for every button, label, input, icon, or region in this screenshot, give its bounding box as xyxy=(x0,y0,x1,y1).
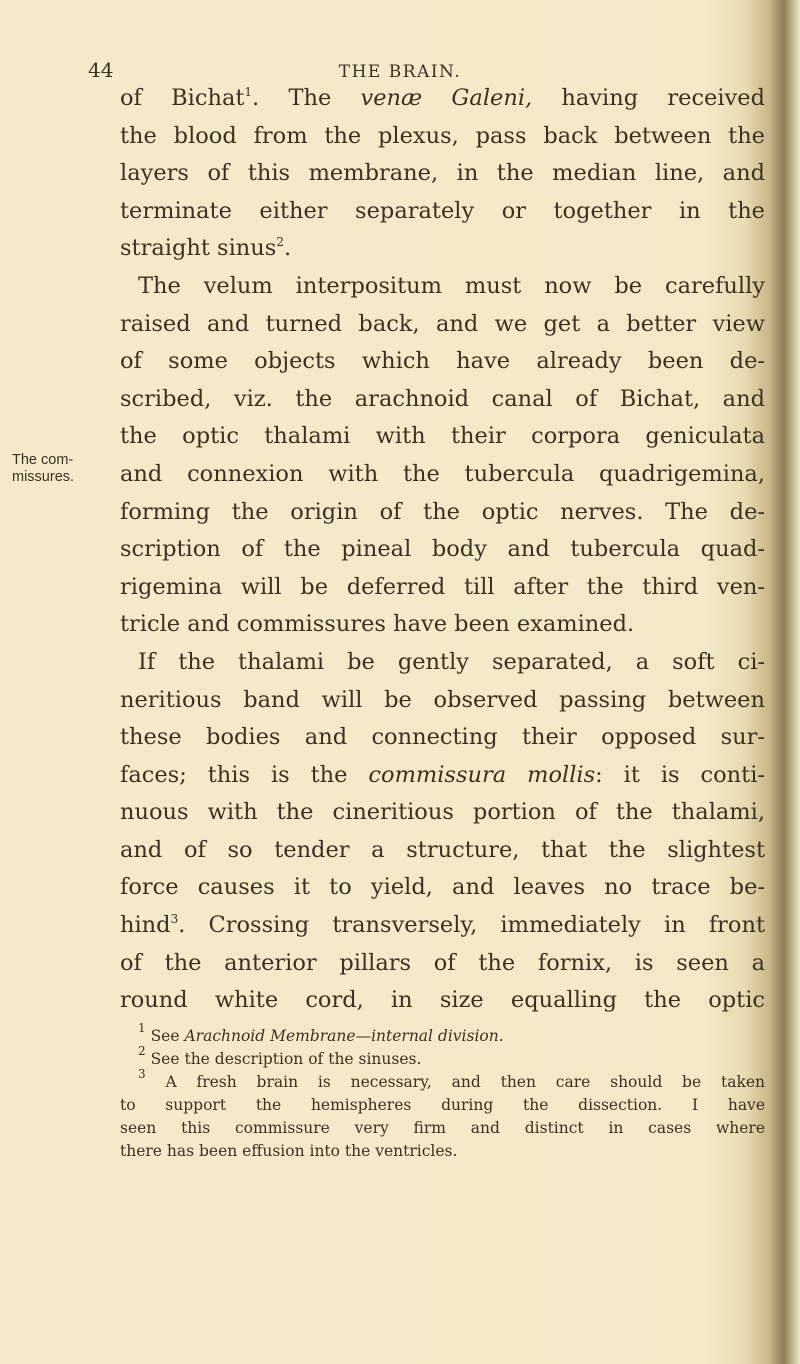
text-span: faces; this is the xyxy=(120,761,369,788)
text-span: The velum interpositum must now be carefully xyxy=(138,272,765,299)
text-span: neritious band will be observed passing between xyxy=(120,686,765,713)
text-line xyxy=(120,155,765,193)
text-line xyxy=(120,531,765,569)
text-span: of Bichat xyxy=(120,85,245,111)
footnote-marker: 2 xyxy=(276,235,284,250)
page-number: 44 xyxy=(88,58,114,82)
text-line xyxy=(120,945,765,983)
text-line xyxy=(120,644,765,682)
text-span: If the thalami be gently separated, a soft ci- xyxy=(138,648,765,675)
footnote-line xyxy=(120,1021,765,1048)
text-line xyxy=(120,907,765,945)
running-title: THE BRAIN. xyxy=(338,62,462,82)
text-line xyxy=(120,494,765,532)
text-line xyxy=(120,306,765,344)
text-line xyxy=(120,757,765,795)
text-span: : it is conti- xyxy=(595,761,766,788)
text-span: round white cord, in size equalling the optic xyxy=(120,987,765,1014)
text-span: force causes it to yield, and leaves no trace be- xyxy=(120,874,765,901)
text-line xyxy=(120,80,765,118)
text-line xyxy=(120,832,765,870)
text-span: . Crossing transversely, immediately in front xyxy=(178,912,765,939)
text-span: forming the origin of the optic nerves. The de- xyxy=(120,498,765,525)
text-span: the blood from the plexus, pass back between the xyxy=(120,122,765,149)
text-line xyxy=(120,719,765,757)
text-span: terminate either separately or together in the xyxy=(120,197,765,224)
text-span: to support the hemispheres during the dissection. I have xyxy=(120,1096,765,1114)
text-line xyxy=(120,381,765,419)
text-span: layers of this membrane, in the median line, and xyxy=(120,160,765,187)
text-span: tricle and commissures have been examined. xyxy=(120,611,635,638)
text-span: of the anterior pillars of the fornix, is seen a xyxy=(120,949,765,976)
text-span: scription of the pineal body and tubercula quad- xyxy=(120,536,765,563)
text-span: scribed, viz. the arachnoid canal of Bichat, and xyxy=(120,385,765,412)
text-line xyxy=(120,193,765,231)
body-text xyxy=(120,80,765,1020)
italic-text: commissura mollis xyxy=(368,761,596,788)
text-span: seen this commissure very firm and distinct in cases where xyxy=(120,1119,765,1137)
footnote-marker: 3 xyxy=(170,912,179,927)
footnote-line xyxy=(120,1117,765,1140)
italic-text: venæ Galeni, xyxy=(360,85,533,111)
text-span: these bodies and connecting their opposed sur- xyxy=(120,724,765,751)
footnote-marker: 3 xyxy=(138,1067,146,1081)
text-line xyxy=(120,606,765,644)
footnote-marker: 1 xyxy=(244,85,253,99)
text-line xyxy=(120,869,765,907)
text-line xyxy=(120,118,765,156)
text-span: having received xyxy=(532,85,765,111)
italic-text: Arachnoid Membrane—internal division. xyxy=(184,1027,504,1045)
text-span: and connexion with the tubercula quadrigemina, xyxy=(120,460,765,487)
text-line xyxy=(120,343,765,381)
text-line xyxy=(120,794,765,832)
text-span: A fresh brain is necessary, and then care should be taken xyxy=(145,1073,765,1091)
text-span: and of so tender a structure, that the slightest xyxy=(120,836,765,863)
text-line xyxy=(120,982,765,1020)
text-span: nuous with the cineritious portion of the thalami, xyxy=(120,799,765,826)
text-span: rigemina will be deferred till after the third ven- xyxy=(120,573,765,600)
text-span: See the description of the sinuses. xyxy=(145,1050,422,1068)
margin-note-line: The com- xyxy=(12,452,74,468)
footnote-marker: 1 xyxy=(138,1021,146,1035)
text-line xyxy=(120,682,765,720)
text-span: . xyxy=(283,235,292,262)
text-span: hind xyxy=(120,912,171,939)
text-line xyxy=(120,230,765,268)
text-line xyxy=(120,268,765,306)
footnote-line xyxy=(120,1094,765,1117)
footnotes xyxy=(120,1021,765,1163)
text-span: See xyxy=(145,1027,185,1045)
footnote-line xyxy=(120,1067,765,1094)
text-span: . The xyxy=(252,85,361,111)
margin-note-line: missures. xyxy=(12,469,75,485)
text-line xyxy=(120,418,765,456)
text-span: straight sinus xyxy=(120,235,277,262)
text-span: of some objects which have already been de- xyxy=(120,348,765,375)
footnote-line xyxy=(120,1044,765,1071)
footnote-marker: 2 xyxy=(138,1044,146,1058)
footnote-line xyxy=(120,1140,765,1163)
margin-note xyxy=(12,452,74,486)
text-span: the optic thalami with their corpora geniculata xyxy=(120,423,765,450)
text-line xyxy=(120,456,765,494)
text-line xyxy=(120,569,765,607)
text-span: raised and turned back, and we get a better view xyxy=(120,310,765,337)
text-span: there has been effusion into the ventricles. xyxy=(120,1142,458,1160)
